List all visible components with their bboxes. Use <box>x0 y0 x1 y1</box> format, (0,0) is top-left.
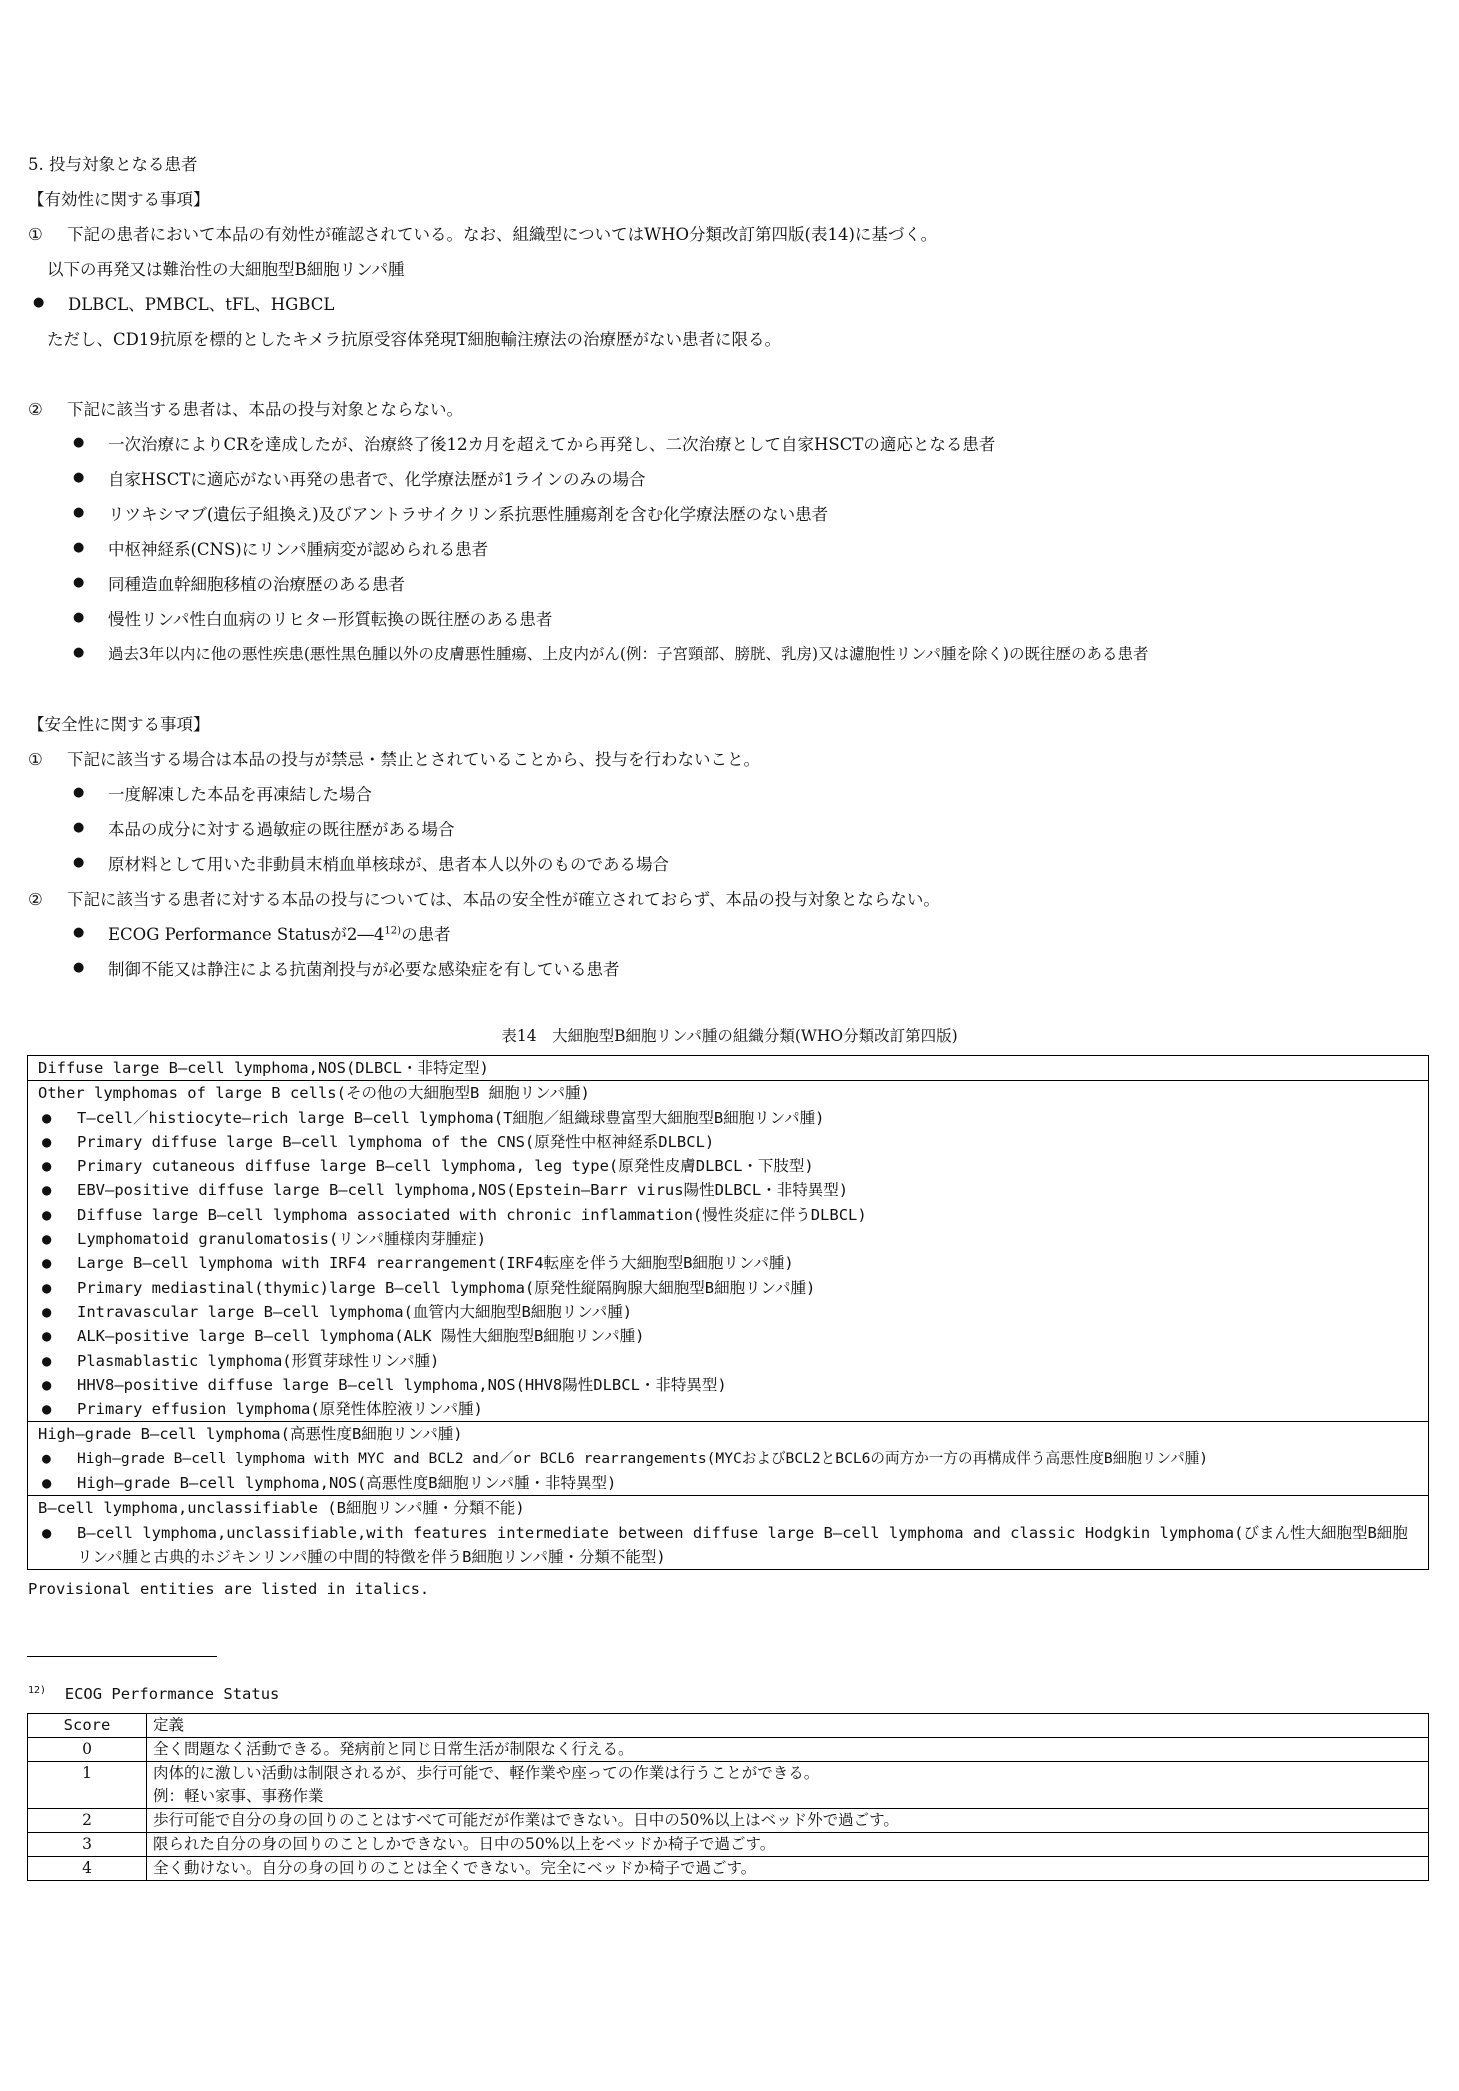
bullet-icon: ● <box>42 1230 52 1249</box>
safety-item2-text: 下記に該当する患者に対する本品の投与については、本品の安全性が確立されておらず、本品の投与対象とならない。 <box>67 890 940 909</box>
table-row: ● Primary cutaneous diffuse large B―cell lymphoma, leg type(原発性皮膚DLBCL・下肢型) <box>38 1154 1428 1178</box>
table-row: Diffuse large B―cell lymphoma,NOS(DLBCL・非特定型) <box>38 1059 489 1077</box>
bullet-icon: ● <box>42 1474 52 1493</box>
efficacy-item1-note: ただし、CD19抗原を標的としたキメラ抗原受容体発現T細胞輸注療法の治療歴がない患者に限る。 <box>47 330 782 349</box>
bullet-icon: ● <box>33 295 45 310</box>
group-title: B―cell lymphoma,unclassifiable (B細胞リンパ腫・分類不能) <box>38 1499 525 1518</box>
contraindication-item: 一度解凍した本品を再凍結した場合 <box>108 785 372 804</box>
contraindication-item: 原材料として用いた非動員末梢血単核球が、患者本人以外のものである場合 <box>108 855 669 874</box>
header-score: Score <box>28 1714 147 1738</box>
safety-item1-text: 下記に該当する場合は本品の投与が禁忌・禁止とされていることから、投与を行わないこと。 <box>67 750 760 769</box>
table-row: ● Plasmablastic lymphoma(形質芽球性リンパ腫) <box>38 1349 1428 1373</box>
bullet-icon: ● <box>42 1327 52 1346</box>
footnote-divider <box>27 1656 217 1657</box>
table-row: ● Lymphomatoid granulomatosis(リンパ腫様肉芽腫症) <box>38 1227 1428 1251</box>
section-title: 5. 投与対象となる患者 <box>28 155 198 174</box>
table-row: ● Large B―cell lymphoma with IRF4 rearrangement(IRF4転座を伴う大細胞型B細胞リンパ腫) <box>38 1251 1428 1275</box>
exclusion-item: 慢性リンパ性白血病のリヒター形質転換の既往歴のある患者 <box>108 610 553 629</box>
exclusion-item: 自家HSCTに適応がない再発の患者で、化学療法歴が1ラインのみの場合 <box>108 470 646 489</box>
efficacy-item1-bullet: DLBCL、PMBCL、tFL、HGBCL <box>68 295 335 314</box>
footnote-ref: 12) <box>384 925 402 937</box>
efficacy-heading: 【有効性に関する事項】 <box>28 190 210 209</box>
efficacy-item1-sub: 以下の再発又は難治性の大細胞型B細胞リンパ腫 <box>47 260 405 279</box>
safety-item2-marker: ② <box>28 890 43 909</box>
exclusion-item: 同種造血幹細胞移植の治療歴のある患者 <box>108 575 405 594</box>
bullet-icon: ● <box>42 1157 52 1176</box>
who-classification-table <box>27 1055 1429 1570</box>
safety-item1-marker: ① <box>28 750 43 769</box>
bullet-icon: ● <box>42 1449 51 1467</box>
score-cell: 4 <box>28 1857 147 1881</box>
header-definition: 定義 <box>147 1714 1429 1738</box>
bullet-icon: ● <box>42 1254 52 1273</box>
table-row: ● Primary diffuse large B―cell lymphoma of the CNS(原発性中枢神経系DLBCL) <box>38 1130 1428 1154</box>
table-row: ● B―cell lymphoma,unclassifiable,with features intermediate between diffuse large B―cell lymphoma and classic Hodgkin lymphoma(びまん性大細胞型B細胞リンパ腫と古典的ホジキンリンパ腫の中間的特徴を伴うB細胞リンパ腫・分類不能型) <box>38 1521 1428 1570</box>
bullet-icon: ● <box>73 540 85 555</box>
bullet-icon: ● <box>42 1278 52 1297</box>
definition-cell: 全く問題なく活動できる。発病前と同じ日常生活が制限なく行える。 <box>147 1738 1429 1762</box>
efficacy-item2-text: 下記に該当する患者は、本品の投与対象とならない。 <box>67 400 463 419</box>
footnote-marker: 12) <box>28 1684 47 1696</box>
ecog-criterion: ECOG Performance Statusが2―4$^{12)}$の患者 <box>108 925 451 944</box>
group-title: Other lymphomas of large B cells(その他の大細胞型B 細胞リンパ腫) <box>38 1084 590 1103</box>
table-row <box>28 1738 1429 1762</box>
table-row: ● HHV8―positive diffuse large B―cell lymphoma,NOS(HHV8陽性DLBCL・非特異型) <box>38 1373 1428 1397</box>
bullet-icon: ● <box>73 925 85 940</box>
table-row: ● EBV―positive diffuse large B―cell lymphoma,NOS(Epstein―Barr virus陽性DLBCL・非特異型) <box>38 1178 1428 1202</box>
exclusion-item: リツキシマブ(遺伝子組換え)及びアントラサイクリン系抗悪性腫瘍剤を含む化学療法歴のない患者 <box>108 505 829 524</box>
table-section <box>28 1056 1428 1080</box>
bullet-icon: ● <box>42 1108 52 1127</box>
bullet-icon: ● <box>42 1205 52 1224</box>
definition-cell: 歩行可能で自分の身の回りのことはすべて可能だが作業はできない。日中の50%以上はベッド外で過ごす。 <box>147 1809 1429 1833</box>
bullet-icon: ● <box>42 1302 52 1321</box>
exclusion-item: 過去3年以内に他の悪性疾患(悪性黒色腫以外の皮膚悪性腫瘍、上皮内がん(例：子宮頸部、膀胱、乳房)又は濾胞性リンパ腫を除く)の既往歴のある患者 <box>108 645 1149 663</box>
efficacy-item1-marker: ① <box>28 225 43 244</box>
score-cell: 2 <box>28 1809 147 1833</box>
table-row <box>28 1809 1429 1833</box>
exclusion-item: 中枢神経系(CNS)にリンパ腫病変が認められる患者 <box>108 540 489 559</box>
efficacy-item1-text: 下記の患者において本品の有効性が確認されている。なお、組織型についてはWHO分類改訂第四版(表14)に基づく。 <box>67 225 938 244</box>
ecog-table <box>27 1713 1429 1881</box>
table-row: ● Intravascular large B―cell lymphoma(血管内大細胞型B細胞リンパ腫) <box>38 1300 1428 1324</box>
table-row: ● Primary effusion lymphoma(原発性体腔液リンパ腫) <box>38 1397 1428 1421</box>
bullet-icon: ● <box>42 1400 52 1419</box>
bullet-icon: ● <box>42 1181 52 1200</box>
contraindication-item: 本品の成分に対する過敏症の既往歴がある場合 <box>108 820 455 839</box>
table-row: ● Primary mediastinal(thymic)large B―cell lymphoma(原発性縦隔胸腺大細胞型B細胞リンパ腫) <box>38 1276 1428 1300</box>
bullet-icon: ● <box>42 1523 52 1542</box>
table-row: ● Diffuse large B―cell lymphoma associated with chronic inflammation(慢性炎症に伴うDLBCL) <box>38 1203 1428 1227</box>
infection-criterion: 制御不能又は静注による抗菌剤投与が必要な感染症を有している患者 <box>108 960 620 979</box>
table-header-row <box>28 1714 1429 1738</box>
bullet-icon: ● <box>73 785 85 800</box>
exclusion-item: 一次治療によりCRを達成したが、治療終了後12カ月を超えてから再発し、二次治療として自家HSCTの適応となる患者 <box>108 435 996 454</box>
score-cell: 3 <box>28 1833 147 1857</box>
score-cell: 1 <box>28 1762 147 1809</box>
group-title: High―grade B―cell lymphoma(高悪性度B細胞リンパ腫) <box>38 1425 463 1444</box>
table-row: ● High―grade B―cell lymphoma with MYC and BCL2 and／or BCL6 rearrangements(MYCおよびBCL2とBCL6の両方か一方の再構成伴う高悪性度B細胞リンパ腫) <box>38 1447 1428 1471</box>
table-row: ● T―cell／histiocyte―rich large B―cell lymphoma(T細胞／組織球豊富型大細胞型B細胞リンパ腫) <box>38 1106 1428 1130</box>
table-row: ● High―grade B―cell lymphoma,NOS(高悪性度B細胞リンパ腫・非特異型) <box>38 1471 1428 1495</box>
footnote-title: $^{12)}$ ECOG Performance Status <box>28 1684 280 1703</box>
table-row: ● ALK―positive large B―cell lymphoma(ALK 陽性大細胞型B細胞リンパ腫) <box>38 1324 1428 1348</box>
table-row <box>28 1857 1429 1881</box>
table-section <box>28 1495 1428 1569</box>
bullet-icon: ● <box>73 575 85 590</box>
bullet-icon: ● <box>73 470 85 485</box>
efficacy-item2-marker: ② <box>28 400 43 419</box>
table-caption: 表14 大細胞型B細胞リンパ腫の組織分類(WHO分類改訂第四版) <box>501 1027 958 1045</box>
bullet-icon: ● <box>42 1375 52 1394</box>
bullet-icon: ● <box>73 610 85 625</box>
bullet-icon: ● <box>73 645 85 660</box>
bullet-icon: ● <box>42 1132 52 1151</box>
bullet-icon: ● <box>73 820 85 835</box>
definition-cell: 肉体的に激しい活動は制限されるが、歩行可能で、軽作業や座っての作業は行うことができる。 例：軽い家事、事務作業 <box>147 1762 1429 1809</box>
table-section <box>28 1080 1428 1421</box>
bullet-icon: ● <box>73 505 85 520</box>
table-row <box>28 1833 1429 1857</box>
bullet-icon: ● <box>73 960 85 975</box>
bullet-icon: ● <box>73 855 85 870</box>
definition-cell: 全く動けない。自分の身の回りのことは全くできない。完全にベッドか椅子で過ごす。 <box>147 1857 1429 1881</box>
safety-heading: 【安全性に関する事項】 <box>28 715 210 734</box>
table-row <box>28 1762 1429 1809</box>
table-section <box>28 1421 1428 1495</box>
bullet-icon: ● <box>42 1351 52 1370</box>
definition-cell: 限られた自分の身の回りのことしかできない。日中の50%以上をベッドか椅子で過ごす。 <box>147 1833 1429 1857</box>
score-cell: 0 <box>28 1738 147 1762</box>
bullet-icon: ● <box>73 435 85 450</box>
table-footnote: Provisional entities are listed in italics. <box>28 1580 430 1598</box>
